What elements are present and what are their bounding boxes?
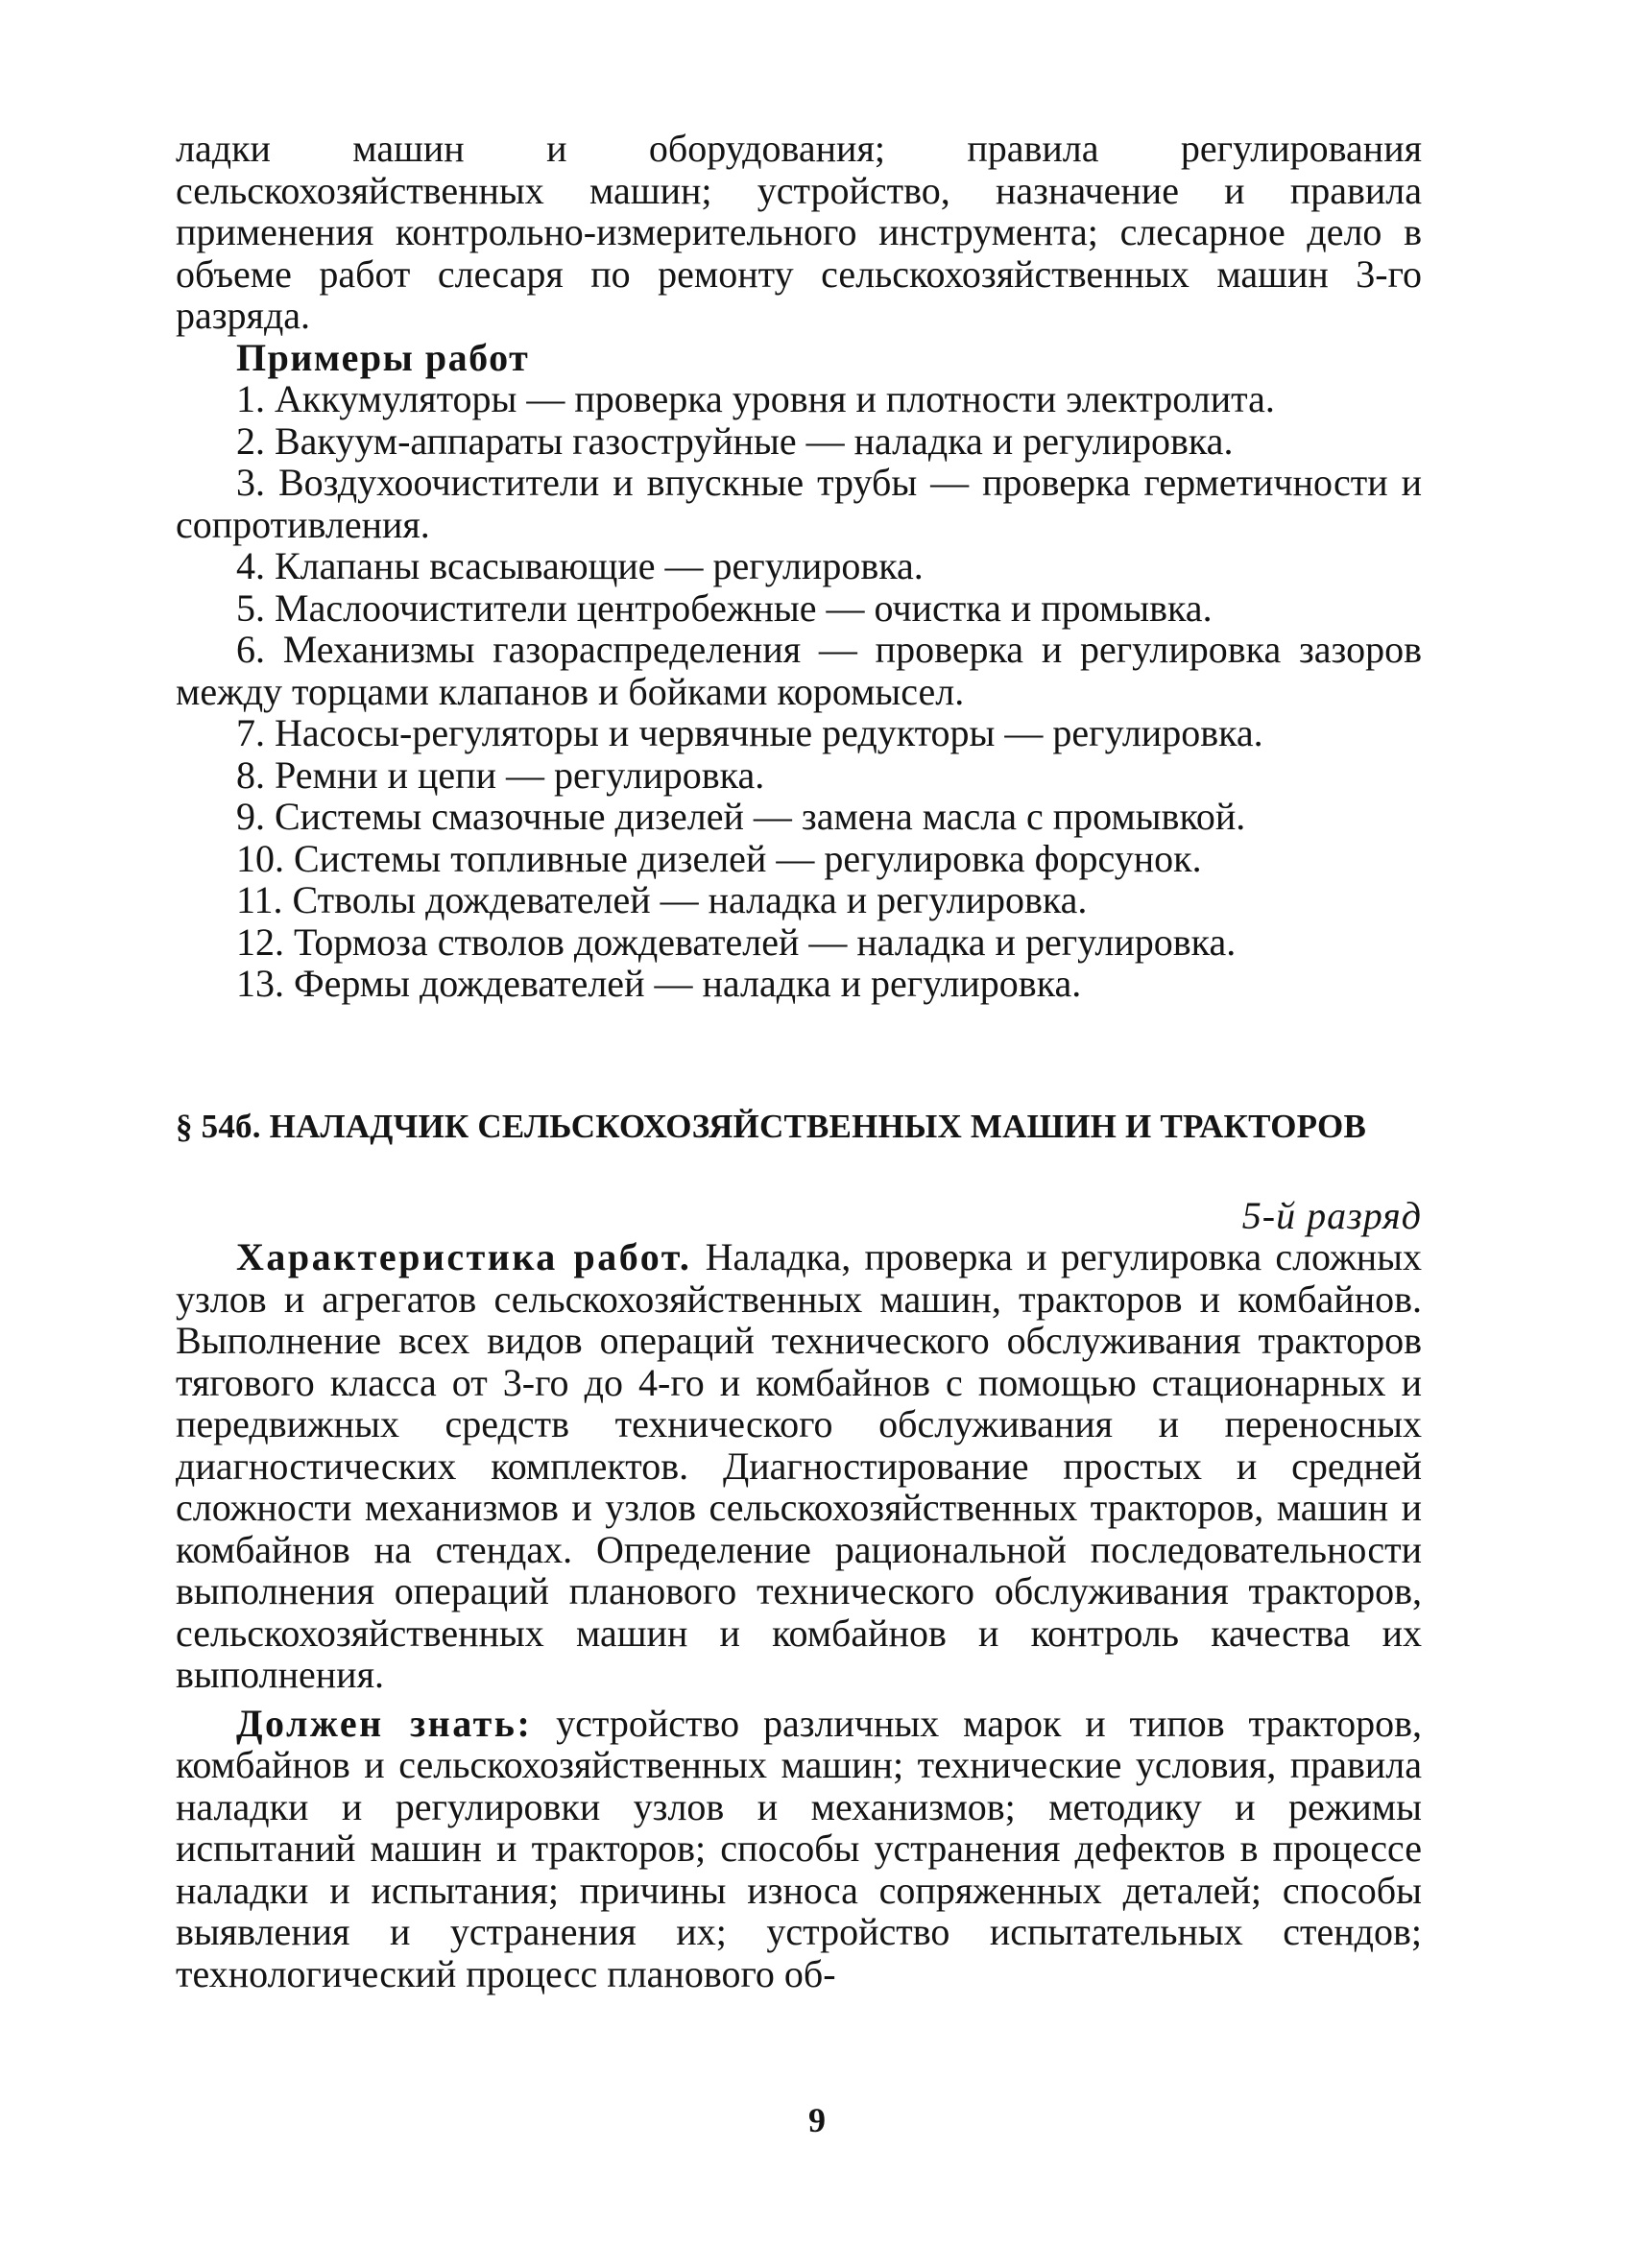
section-title: § 54б. НАЛАДЧИК СЕЛЬСКОХОЗЯЙСТВЕННЫХ МАШИН И ТРАКТОРОВ (176, 1107, 1366, 1145)
list-item: 8. Ремни и цепи — регулировка. (236, 752, 765, 797)
list-item: 13. Фермы дождевателей — наладка и регулировка. (236, 962, 1082, 1005)
list-item: 10. Системы топливные дизелей — регулировка форсунок. (236, 836, 1202, 880)
intro-continuation-paragraph: ладки машин и оборудования; правила регулирования сельскохозяйственных машин; устройство, назначение и правила применения контрольно-измерительного инструмента; слесарное дело в объеме работ слесаря по ремонту сельскохозяйственных машин 3-го разряда. (176, 127, 1422, 337)
must-know-label: Должен знать: (236, 1701, 533, 1745)
list-item: 7. Насосы-регуляторы и червячные редукторы — регулировка. (236, 711, 1263, 754)
examples-list (176, 378, 1422, 1005)
must-know-paragraph (176, 1703, 1422, 1995)
list-item: 12. Тормоза стволов дождевателей — наладка и регулировка. (236, 919, 1237, 964)
list-item: 9. Системы смазочные дизелей — замена масла с промывкой. (236, 795, 1246, 838)
list-item: 4. Клапаны всасывающие — регулировка. (236, 544, 924, 587)
list-item: 6. Механизмы газораспределения — проверка и регулировка зазоров между торцами клапанов и бойками коромысел. (176, 628, 1422, 713)
list-item: 5. Маслоочистители центробежные — очистка и промывка. (236, 585, 1213, 630)
characteristics-label: Характеристика работ. (236, 1235, 692, 1278)
characteristics-text: Наладка, проверка и регулировка сложных узлов и агрегатов сельскохозяйственных машин, тракторов и комбайнов. Выполнение всех видов операций технического обслуживания тракторов тягового класса от 3-го до 4-го и комбайнов с помощью стационарных и передвижных средств технического обслуживания и переносных диагностических комплектов. Диагностирование простых и средней сложности механизмов и узлов сельскохозяйственных тракторов, машин и комбайнов на стендах. Определение рациональной последовательности выполнения операций планового технического обслуживания тракторов, сельскохозяйственных машин и комбайнов и контроль качества их выполнения. (176, 1235, 1422, 1696)
list-item: 11. Стволы дождевателей — наладка и регулировка. (236, 878, 1088, 921)
list-item: 2. Вакуум-аппараты газоструйные — наладка и регулировка. (236, 418, 1234, 463)
page-body (176, 128, 1422, 1994)
page-number: 9 (808, 2101, 826, 2139)
list-item: 3. Воздухоочистители и впускные трубы — проверка герметичности и сопротивления. (176, 461, 1422, 546)
must-know-text: устройство различных марок и типов тракторов, комбайнов и сельскохозяйственных машин; технические условия, правила наладки и регулировки узлов и механизмов; методику и режимы испытаний машин и тракторов; способы устранения дефектов в процессе наладки и испытания; причины износа сопряженных деталей; способы выявления и устранения их; устройство испытательных стендов; технологический процесс планового об- (176, 1701, 1423, 1995)
list-item: 1. Аккумуляторы — проверка уровня и плотности электролита. (236, 377, 1275, 420)
grade-label: 5-й разряд (1241, 1193, 1422, 1237)
characteristics-paragraph (176, 1236, 1422, 1696)
examples-heading: Примеры работ (236, 335, 530, 379)
